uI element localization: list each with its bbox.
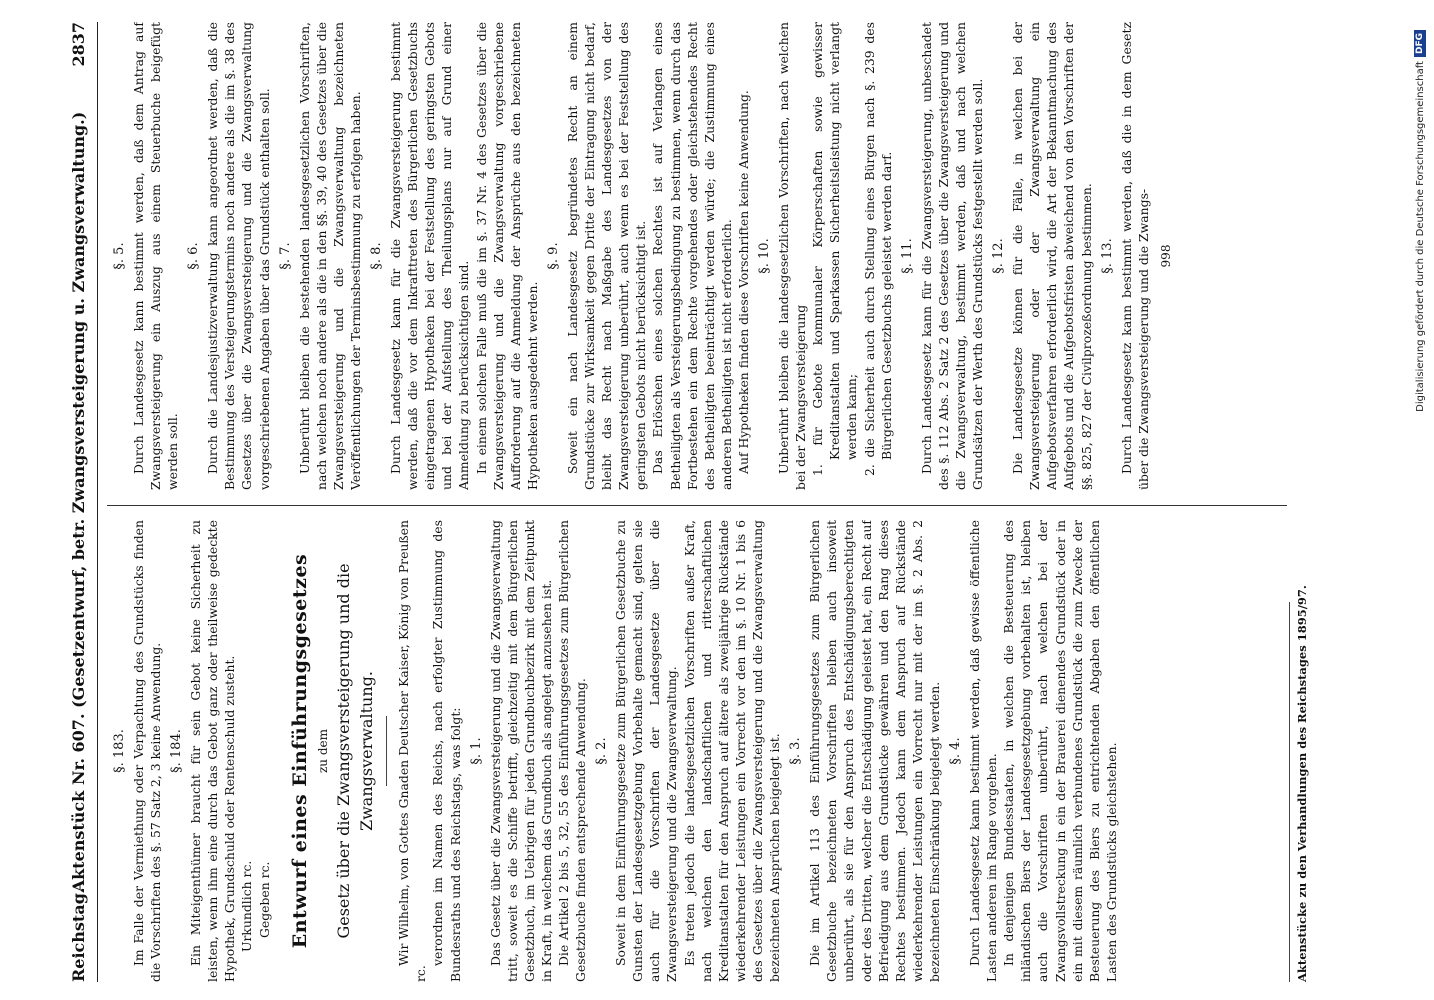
paragraph: In denjenigen Bundesstaaten, in welchen die Besteuerung des inländischen Biers der Landesgesetzgebung vorbehalten ist, bleiben auch die Vorschriften unberührt, nach welchen bei der Zwangsvollstreckung in ein der Brauerei dienendes Grundstück oder in ein mit diesem räumlich verbundenes Grundstück die zum Zwecke der Besteuerung des Biers zu entrichtenden Abgaben den öffentlichen Lasten des Grundstücks gleichstehen. [1001, 520, 1119, 982]
paragraph: In einem solchen Falle muß die im §. 37 Nr. 4 des Gesetzes über die Zwangsversteigerung und die Zwangsverwaltung vorgeschriebene Aufforderung auf die Anmeldung der Ansprüche aus den bezeichneten Hypotheken ausgedehnt werden. [473, 22, 540, 490]
credit-text: Digitalisierung gefördert durch die Deutsche Forschungsgemeinschaft [1414, 61, 1426, 412]
paragraph: Ein Miteigenthümer braucht für sein Gebot keine Sicherheit zu leisten, wenn ihm eine durch das Gebot ganz oder theilweise gedeckte Hypothek, Grundschuld oder Rentenschuld zusteht. [188, 520, 238, 982]
header-left: Reichstag. [69, 887, 88, 982]
paragraph: Durch Landesgesetz kann für die Zwangsversteigerung bestimmt werden, daß die vor dem Inkrafttreten des Bürgerlichen Gesetzbuchs eingetragenen Hypotheken bei der Feststellung des geringsten Gebots und bei der Aufstellung des Theilungsplans nur auf Grund einer Anmeldung zu berücksichtigen sind. [387, 22, 472, 490]
preamble: verordnen im Namen des Reichs, nach erfolgter Zustimmung des Bundesraths und des Reichstags, was folgt: [430, 520, 463, 982]
list-item: 2. die Sicherheit auch durch Stellung eines Bürgen nach §. 239 des Bürgerlichen Gesetzbuchs geleistet werden darf. [861, 22, 894, 476]
right-column [107, 22, 1327, 490]
paragraph: Es treten jedoch die landesgesetzlichen Vorschriften außer Kraft, nach welchen den landschaftlichen und ritterschaftlichen Kreditanstalten für den Anspruch auf ältere als zweijährige Rückstände wiederkehrender Leistungen ein Vorrecht vor den im §. 10 Nr. 1 bis 6 des Gesetzes über die Zwangsversteigerung und die Zwangsverwaltung bezeichneten Ansprüchen beigelegt ist. [681, 520, 783, 982]
section-heading: §. 11. [899, 238, 915, 274]
sheet-number: 998 [1158, 244, 1173, 268]
section-heading: §. 12. [991, 238, 1007, 274]
section-heading: §. 10. [757, 238, 773, 274]
paragraph: Durch Landesgesetz kann bestimmt werden, daß dem Antrag auf Zwangsversteigerung ein Auszug aus einem Steuerbuche beigefügt werden soll. [130, 22, 181, 490]
dfg-logo: DFG [1414, 30, 1426, 57]
paragraph: Auf Hypotheken finden diese Vorschriften keine Anwendung. [735, 90, 751, 474]
paragraph: Das Erlöschen eines solchen Rechtes ist auf Verlangen eines Betheiligten als Versteigerungsbedingung zu bestimmen, wenn durch das Fortbestehen ein dem Rechte vorgehendes oder gleichstehendes Recht des Betheiligten beeinträchtigt werden würde; die Zustimmung eines anderen Betheiligten ist nicht erforderlich. [650, 22, 734, 490]
document-title: Entwurf eines Einführungsgesetzes [288, 553, 311, 949]
section-heading: §. 5. [112, 242, 127, 270]
section-heading: §. 7. [277, 242, 293, 270]
separator-rule [386, 716, 387, 786]
paragraph: Durch Landesgesetz kann für die Zwangsversteigerung, unbeschadet des §. 112 Abs. 2 Satz 2 des Gesetzes über die Zwangsversteigerung und die Zwangsverwaltung, bestimmt werden, daß und nach welchen Grundsätzen der Werth des Grundstücks festgestellt werden soll. [918, 22, 986, 490]
section-heading: §. 183. [112, 729, 127, 773]
left-column [107, 520, 1327, 982]
paragraph: Soweit ein nach Landesgesetz begründetes Recht an einem Grundstücke zur Wirksamkeit gegen Dritte der Eintragung nicht bedarf, bleibt das Recht nach Maßgabe des Landesgesetzes von der Zwangsversteigerung unberührt, auch wenn es bei der Feststellung des geringsten Gebots nicht berücksichtigt ist. [564, 22, 649, 490]
paragraph: Soweit in dem Einführungsgesetze zum Bürgerlichen Gesetzbuche zu Gunsten der Landesgesetzgebung Vorbehalte gemacht sind, gelten sie auch für die Vorschriften der Landesgesetze über die Zwangsversteigerung und die Zwangsverwaltung. [613, 520, 680, 982]
document-subtitle: Gesetz über die Zwangsversteigerung und die Zwangsverwaltung. [334, 563, 376, 939]
paragraph: Die Landesgesetze können für die Fälle, in welchen bei der Zwangsversteigerung oder der Zwangsverwaltung ein Aufgebotsverfahren erforderlich wird, die Art der Bekanntmachung des Aufgebots und die Aufgebotsfristen abweichend von den Vorschriften der §§. 825, 827 der Civilprozeßordnung bestimmen. [1010, 22, 1094, 490]
running-header [65, 22, 95, 982]
preamble: Wir Wilhelm, von Gottes Gnaden Deutscher Kaiser, König von Preußen rc. [396, 520, 429, 982]
paragraph: Durch Landesgesetz kann bestimmt werden, daß gewisse öffentliche Lasten anderen im Range vorgehen. [967, 520, 1000, 982]
header-title: Aktenstück Nr. 607. (Gesetzentwurf, betr. Zwangsversteigerung u. Zwangsverwaltung.) [69, 111, 88, 893]
header-rule [97, 22, 98, 982]
list-item: 1. für Gebote kommunaler Körperschaften sowie gewisser Kreditanstalten und Sparkassen Sicherheitsleistung nicht verlangt werden kann; [810, 22, 860, 476]
section-heading: §. 13. [1099, 238, 1115, 274]
section-heading: §. 6. [186, 242, 202, 270]
section-heading: §. 184. [169, 729, 185, 773]
header-page-number: 2837 [69, 22, 88, 67]
digitization-credit [1408, 30, 1432, 970]
section-heading: §. 4. [948, 737, 964, 765]
title-connector: zu dem [315, 728, 330, 774]
section-heading: §. 3. [788, 737, 804, 765]
footnote: Aktenstücke zu den Verhandlungen des Reichstages 1895/97. [1295, 585, 1309, 982]
section-heading: §. 8. [369, 242, 385, 270]
paragraph: Das Gesetz über die Zwangsversteigerung und die Zwangsverwaltung tritt, soweit es die Schiffe betrifft, gleichzeitig mit dem Bürgerlichen Gesetzbuch, im Uebrigen für jeden Grundbuchbezirk mit dem Zeitpunkt in Kraft, in welchem das Grundbuch als angelegt anzusehen ist. [487, 520, 554, 982]
paragraph: Durch die Landesjustizverwaltung kann angeordnet werden, daß die Bestimmung des Versteigerungstermins noch andere als die im §. 38 des Gesetzes über die Zwangsversteigerung und die Zwangsverwaltung vorgeschriebenen Angaben über das Grundstück enthalten soll. [205, 22, 272, 490]
signature-line: Gegeben rc. [256, 861, 272, 938]
paragraph: Die Artikel 2 bis 5, 32, 55 des Einführungsgesetzes zum Bürgerlichen Gesetzbuche finden entsprechende Anwendung. [556, 520, 589, 982]
paragraph: Unberührt bleiben die bestehenden landesgesetzlichen Vorschriften, nach welchen noch andere als die in den §§. 39, 40 des Gesetzes über die Zwangsversteigerung und die Zwangsverwaltung bezeichneten Veröffentlichungen der Terminsbestimmung zu erfolgen haben. [296, 22, 363, 490]
column-divider [107, 505, 1287, 506]
footnote-rule [1289, 602, 1290, 982]
section-heading: §. 2. [594, 737, 610, 765]
paragraph: Unberührt bleiben die landesgesetzlichen Vorschriften, nach welchen bei der Zwangsversteigerung [776, 22, 809, 490]
paragraph: Die im Artikel 113 des Einführungsgesetzes zum Bürgerlichen Gesetzbuche bezeichneten Vorschriften bleiben auch insoweit unberührt, als sie für den Anspruch des Entschädigungsberechtigten oder des Dritten, welcher die Entschädigung geleistet hat, ein Recht auf Befriedigung aus dem Grundstücke gewähren und den Rang dieses Rechtes bestimmen. Jedoch kann dem Anspruch auf Rückstände wiederkehrender Leistungen ein Vorrecht nur mit der im §. 2 Abs. 2 bezeichneten Einschränkung beigelegt werden. [807, 520, 942, 982]
paragraph: Im Falle der Vermiethung oder Verpachtung des Grundstücks finden die Vorschriften des §. 57 Satz 2, 3 keine Anwendung. [130, 520, 164, 982]
signature-line: Urkundlich rc. [239, 860, 255, 952]
document-page [57, 0, 1357, 1000]
paragraph: Durch Landesgesetz kann bestimmt werden, daß die in dem Gesetz über die Zwangsversteigerung und die Zwangs- [1118, 22, 1151, 490]
section-heading: §. 1. [468, 737, 484, 765]
section-heading: §. 9. [545, 242, 561, 270]
